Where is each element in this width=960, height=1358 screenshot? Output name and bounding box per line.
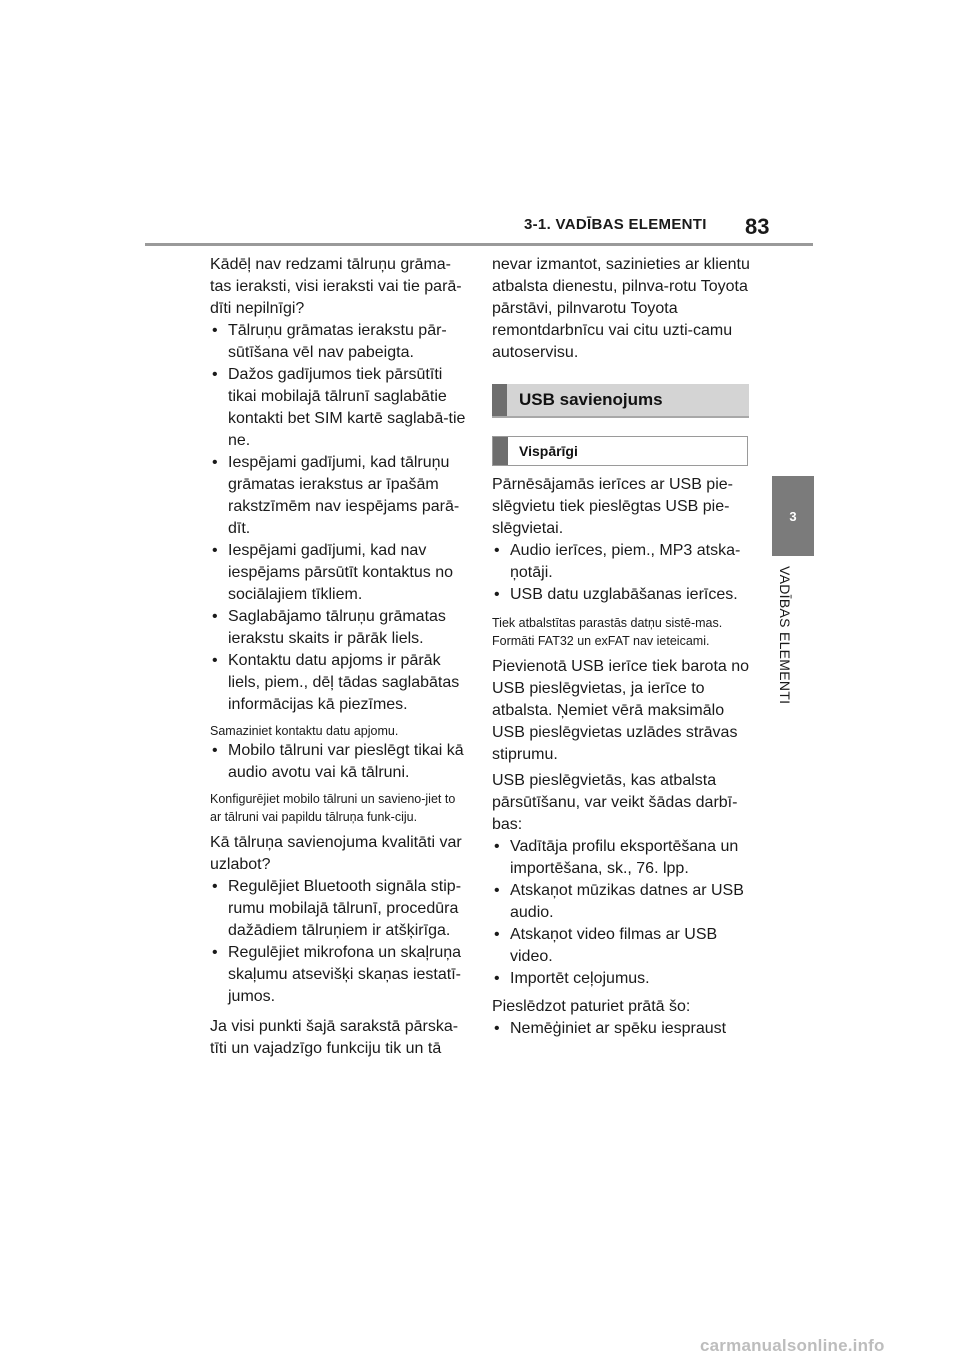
right-column-top xyxy=(492,254,754,364)
quality-tips-list xyxy=(210,876,468,1008)
note-reduce-data: Samaziniet kontaktu datu apjomu. xyxy=(210,724,399,738)
list-item: • Atskaņot mūzikas datnes ar USB audio. xyxy=(492,880,754,924)
list-item: • Tālruņu grāmatas ierakstu pār-sūtīšana vēl nav pabeigta. xyxy=(210,320,468,364)
list-item: • Iespējami gadījumi, kad tālruņu grāmatas ierakstus ar īpašām rakstzīmēm nav iespējams parā-dīt. xyxy=(210,452,468,540)
usb-transfer-list xyxy=(492,836,754,990)
header-rule xyxy=(145,243,813,246)
usb-connect-list xyxy=(492,1018,754,1040)
list-item: • Iespējami gadījumi, kad nav iespējams pārsūtīt kontaktus no sociālajiem tīkliem. xyxy=(210,540,468,606)
watermark: carmanualsonline.info xyxy=(700,1336,885,1355)
list-item: • Atskaņot video filmas ar USB video. xyxy=(492,924,754,968)
usb-transfer-paragraph: USB pieslēgvietās, kas atbalsta pārsūtīšanu, var veikt šādas darbī-bas: xyxy=(492,772,738,833)
closing-paragraph: Ja visi punkti šajā sarakstā pārska-tīti un vajadzīgo funkciju tik un tā xyxy=(210,1018,459,1057)
usb-device-list xyxy=(492,540,754,606)
list-item: • Mobilo tālruni var pieslēgt tikai kā audio avotu vai kā tālruni. xyxy=(210,740,468,784)
usb-intro: Pārnēsājamās ierīces ar USB pie-slēgvietu tiek pieslēgtas USB pie-slēgvietai. xyxy=(492,476,733,537)
usb-power-paragraph: Pievienotā USB ierīce tiek barota no USB pieslēgvietas, ja ierīce to atbalsta. Ņemiet vērā maksimālo USB pieslēgvietas uzlādes strāvas stiprumu. xyxy=(492,658,750,763)
section-heading-text: USB savienojums xyxy=(519,390,663,409)
question-contacts: Kādēļ nav redzami tālruņu grāma-tas ieraksti, visi ieraksti vai tie parā-dīti nepilnīgi? xyxy=(210,256,462,317)
list-item: • Regulējiet Bluetooth signāla stip-rumu mobilajā tālrunī, procedūra dažādiem tālruņiem ir atšķirīga. xyxy=(210,876,468,942)
list-item: • Audio ierīces, piem., MP3 atska-ņotāji. xyxy=(492,540,754,584)
note-configure-phone: Konfigurējiet mobilo tālruni un savieno-jiet to ar tālruni vai papildu tālruņa funk-ciju. xyxy=(210,792,456,824)
section-heading-usb xyxy=(492,384,749,418)
list-item: • Dažos gadījumos tiek pārsūtīti tikai mobilajā tālrunī saglabātie kontakti bet SIM kartē saglabā-tie ne. xyxy=(210,364,468,452)
list-item: • Regulējiet mikrofona un skaļruņa skaļumu atsevišķi skaņas iestatī-jumos. xyxy=(210,942,468,1008)
chapter-tab-number: 3 xyxy=(789,508,797,524)
right-column-body xyxy=(492,474,754,1040)
list-item: • Nemēģiniet ar spēku iespraust xyxy=(492,1018,754,1040)
chapter-tab xyxy=(772,476,814,556)
list-item: • Kontaktu datu apjoms ir pārāk liels, piem., dēļ tādas saglabātas informācijas kā piezīmes. xyxy=(210,650,468,716)
contacts-reasons-list-2 xyxy=(210,740,468,784)
header-section-title: 3-1. VADĪBAS ELEMENTI xyxy=(524,216,707,233)
list-item: • Saglabājamo tālruņu grāmatas ierakstu skaits ir pārāk liels. xyxy=(210,606,468,650)
question-quality: Kā tālruņa savienojuma kvalitāti var uzlabot? xyxy=(210,834,462,873)
list-item: • Vadītāja profilu eksportēšana un importēšana, sk., 76. lpp. xyxy=(492,836,754,880)
subsection-heading-general xyxy=(492,436,748,466)
left-column xyxy=(210,254,468,1060)
section-heading-bar xyxy=(492,384,507,416)
list-item: • Importēt ceļojumus. xyxy=(492,968,754,990)
page-number: 83 xyxy=(745,214,770,239)
contacts-reasons-list xyxy=(210,320,468,716)
subsection-heading-text: Vispārīgi xyxy=(519,443,578,459)
list-item: • USB datu uzglabāšanas ierīces. xyxy=(492,584,754,606)
subsection-heading-bar xyxy=(493,437,508,465)
note-file-systems: Tiek atbalstītas parastās datņu sistē-mas. Formāti FAT32 un exFAT nav ieteicami. xyxy=(492,616,723,648)
chapter-side-label: VADĪBAS ELEMENTI xyxy=(777,566,793,705)
usb-connect-paragraph: Pieslēdzot paturiet prātā šo: xyxy=(492,998,691,1015)
continuation-paragraph: nevar izmantot, sazinieties ar klientu atbalsta dienestu, pilnva-rotu Toyota pārstāvi, pilnvarotu Toyota remontdarbnīcu vai citu uzti-camu autoservisu. xyxy=(492,256,750,361)
